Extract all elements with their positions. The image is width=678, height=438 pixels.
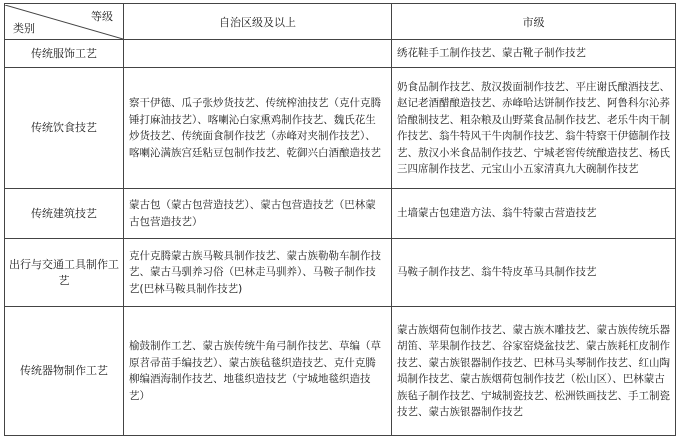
region-cell: 克什克腾蒙古族马鞍具制作技艺、蒙古族勒勒车制作技艺、蒙古马驯养习俗（巴林走马驯养）、马鞍子制作技艺(巴林马鞍具制作技艺): [124, 239, 392, 307]
table-row: [5, 40, 676, 68]
category-cell: 传统服饰工艺: [5, 40, 124, 68]
city-cell: 蒙古族烟荷包制作技艺、蒙古族木雕技艺、蒙古族传统乐器胡笛、苹果制作技艺、谷家窑烧盆技艺、蒙古族耗杠皮制作技艺、蒙古族银器制作技艺、巴林马头琴制作技艺、红山陶埙制作技艺、蒙古族烟荷包制作技艺（松山区）、巴林蒙古族毡子制作技艺、宁城制瓷技艺、松洲铁画技艺、手工制瓷技艺、蒙古族银器制作技艺: [392, 307, 676, 436]
city-cell: 土墙蒙古包建造方法、翁牛特蒙古营造技艺: [392, 189, 676, 239]
city-cell: 奶食品制作技艺、敖汉拨面制作技艺、平庄谢氏酿酒技艺、赵记老酒醋酿造技艺、赤峰哈达饼制作技艺、阿鲁科尔沁荞饸酿制技艺、粗杂粮及山野菜食品制作技艺、老乐牛肉干制作技艺、翁牛特风干牛肉制作技艺、翁牛特察干伊德制作技艺、敖汉小米食品制作技艺、宁城老窖传统酿造技艺、杨氏三四席制作技艺、元宝山小五家清真九大碗制作技艺: [392, 68, 676, 189]
header-row: [5, 4, 676, 40]
region-cell: [124, 40, 392, 68]
table-row: [5, 239, 676, 307]
table-row: [5, 189, 676, 239]
category-cell: 传统建筑技艺: [5, 189, 124, 239]
level-label: 等级: [91, 9, 113, 23]
city-column-header: 市级: [392, 4, 676, 40]
region-cell: 蒙古包（蒙古包营造技艺）、蒙古包营造技艺（巴林蒙古包营造技艺）: [124, 189, 392, 239]
table-row: [5, 307, 676, 436]
city-cell: 绣花鞋手工制作技艺、蒙古靴子制作技艺: [392, 40, 676, 68]
region-cell: 察干伊德、瓜子张炒货技艺、传统榨油技艺（克什克腾锤打麻油技艺）、喀喇沁白家熏鸡制作技艺、魏氏花生炒货技艺、传统面食制作技艺（赤峰对夹制作技艺）、喀喇沁满族宫廷粘豆包制作技艺、乾御兴白酒酿造技艺: [124, 68, 392, 189]
table-row: [5, 68, 676, 189]
heritage-table: [4, 3, 676, 436]
corner-header-cell: [5, 4, 124, 40]
category-cell: 传统饮食技艺: [5, 68, 124, 189]
city-cell: 马鞍子制作技艺、翁牛特皮革马具制作技艺: [392, 239, 676, 307]
category-cell: 出行与交通工具制作工艺: [5, 239, 124, 307]
region-cell: 榆鼓制作工艺、蒙古族传统牛角弓制作技艺、草编（草原苕帚苗手编技艺）、蒙古族毡毯织造技艺、克什克腾柳编酒海制作技艺、地毯织造技艺（宁城地毯织造技艺）: [124, 307, 392, 436]
category-label: 类别: [13, 21, 35, 35]
region-column-header: 自治区级及以上: [124, 4, 392, 40]
category-cell: 传统器物制作工艺: [5, 307, 124, 436]
